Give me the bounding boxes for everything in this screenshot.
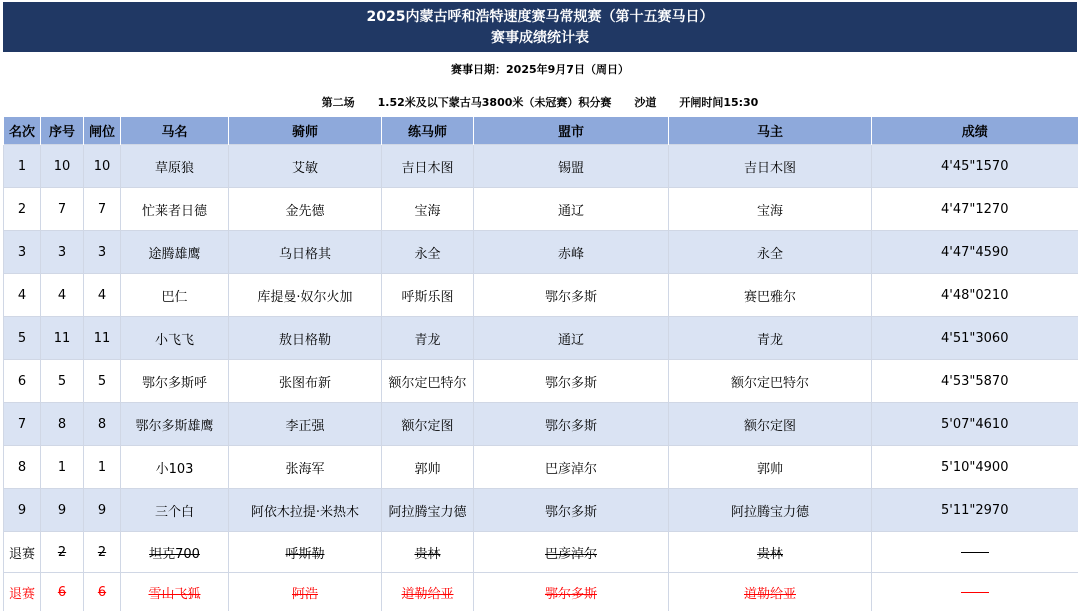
cell-time bbox=[872, 532, 1078, 573]
cell-league: 通辽 bbox=[474, 188, 669, 231]
cell-rank: 8 bbox=[4, 446, 41, 489]
cell-league: 巴彦淖尔 bbox=[474, 532, 669, 573]
cell-trainer: 青龙 bbox=[382, 317, 474, 360]
cell-horse: 三个白 bbox=[121, 489, 229, 532]
cell-horse: 小103 bbox=[121, 446, 229, 489]
col-header-league: 盟市 bbox=[474, 117, 669, 145]
cell-jockey: 阿浩 bbox=[229, 573, 382, 611]
table-row bbox=[4, 489, 1078, 532]
cell-owner: 额尔定图 bbox=[669, 403, 872, 446]
cell-league: 鄂尔多斯 bbox=[474, 403, 669, 446]
table-row bbox=[4, 360, 1078, 403]
race-info: 第二场 1.52米及以下蒙古马3800米（未冠赛）积分赛 沙道 开闸时间15:30 bbox=[321, 96, 759, 109]
cell-gate: 2 bbox=[84, 532, 121, 573]
col-header-number: 序号 bbox=[41, 117, 84, 145]
cell-league: 通辽 bbox=[474, 317, 669, 360]
cell-league: 鄂尔多斯 bbox=[474, 489, 669, 532]
col-header-gate: 闸位 bbox=[84, 117, 121, 145]
cell-number: 1 bbox=[41, 446, 84, 489]
cell-owner: 阿拉腾宝力德 bbox=[669, 489, 872, 532]
cell-time: 4'53"5870 bbox=[872, 360, 1078, 403]
cell-rank: 3 bbox=[4, 231, 41, 274]
cell-trainer: 吉日木图 bbox=[382, 145, 474, 188]
cell-owner: 额尔定巴特尔 bbox=[669, 360, 872, 403]
cell-horse: 鄂尔多斯雄鹰 bbox=[121, 403, 229, 446]
cell-owner: 赛巴雅尔 bbox=[669, 274, 872, 317]
cell-horse: 巴仁 bbox=[121, 274, 229, 317]
cell-time: 4'47"1270 bbox=[872, 188, 1078, 231]
page-subtitle: 赛事成绩统计表 bbox=[491, 30, 589, 46]
cell-trainer: 呼斯乐图 bbox=[382, 274, 474, 317]
col-header-trainer: 练马师 bbox=[382, 117, 474, 145]
cell-gate: 9 bbox=[84, 489, 121, 532]
cell-jockey: 艾敏 bbox=[229, 145, 382, 188]
page-title: 2025内蒙古呼和浩特速度赛马常规赛（第十五赛马日） bbox=[366, 9, 714, 25]
cell-time: 4'47"4590 bbox=[872, 231, 1078, 274]
cell-rank: 退赛 bbox=[4, 532, 41, 573]
cell-trainer: 贵林 bbox=[382, 532, 474, 573]
header-row bbox=[4, 117, 1078, 145]
cell-horse: 鄂尔多斯呼 bbox=[121, 360, 229, 403]
cell-rank: 2 bbox=[4, 188, 41, 231]
cell-jockey: 呼斯勒 bbox=[229, 532, 382, 573]
cell-time: 4'45"1570 bbox=[872, 145, 1078, 188]
cell-league: 赤峰 bbox=[474, 231, 669, 274]
cell-owner: 道勒给亚 bbox=[669, 573, 872, 611]
cell-rank: 6 bbox=[4, 360, 41, 403]
title-banner bbox=[3, 2, 1077, 52]
cell-gate: 11 bbox=[84, 317, 121, 360]
cell-horse: 雪山飞狐 bbox=[121, 573, 229, 611]
scratched-row bbox=[4, 532, 1078, 573]
cell-time: 5'07"4610 bbox=[872, 403, 1078, 446]
table-row bbox=[4, 403, 1078, 446]
cell-gate: 3 bbox=[84, 231, 121, 274]
table-row bbox=[4, 274, 1078, 317]
cell-time: 4'48"0210 bbox=[872, 274, 1078, 317]
cell-rank: 5 bbox=[4, 317, 41, 360]
cell-jockey: 敖日格勒 bbox=[229, 317, 382, 360]
cell-number: 11 bbox=[41, 317, 84, 360]
cell-number: 8 bbox=[41, 403, 84, 446]
table-row bbox=[4, 231, 1078, 274]
cell-league: 鄂尔多斯 bbox=[474, 573, 669, 611]
cell-trainer: 宝海 bbox=[382, 188, 474, 231]
cell-owner: 宝海 bbox=[669, 188, 872, 231]
cell-gate: 6 bbox=[84, 573, 121, 611]
cell-horse: 坦克700 bbox=[121, 532, 229, 573]
cell-horse: 小飞飞 bbox=[121, 317, 229, 360]
cell-league: 锡盟 bbox=[474, 145, 669, 188]
cell-jockey: 张海军 bbox=[229, 446, 382, 489]
cell-gate: 7 bbox=[84, 188, 121, 231]
cell-jockey: 乌日格其 bbox=[229, 231, 382, 274]
cell-owner: 吉日木图 bbox=[669, 145, 872, 188]
table-row bbox=[4, 145, 1078, 188]
cell-league: 巴彦淖尔 bbox=[474, 446, 669, 489]
cell-number: 6 bbox=[41, 573, 84, 611]
results-table bbox=[3, 117, 1078, 611]
cell-number: 2 bbox=[41, 532, 84, 573]
cell-time: 5'10"4900 bbox=[872, 446, 1078, 489]
cell-jockey: 李正强 bbox=[229, 403, 382, 446]
cell-number: 9 bbox=[41, 489, 84, 532]
cell-rank: 9 bbox=[4, 489, 41, 532]
table-row bbox=[4, 446, 1078, 489]
scratched-row bbox=[4, 573, 1078, 611]
cell-jockey: 阿依木拉提·米热木 bbox=[229, 489, 382, 532]
cell-jockey: 金先德 bbox=[229, 188, 382, 231]
cell-rank: 退赛 bbox=[4, 573, 41, 611]
cell-league: 鄂尔多斯 bbox=[474, 274, 669, 317]
cell-time: 5'11"2970 bbox=[872, 489, 1078, 532]
col-header-owner: 马主 bbox=[669, 117, 872, 145]
cell-trainer: 额尔定图 bbox=[382, 403, 474, 446]
cell-gate: 5 bbox=[84, 360, 121, 403]
cell-horse: 途腾雄鹰 bbox=[121, 231, 229, 274]
cell-owner: 贵林 bbox=[669, 532, 872, 573]
no-time-dash bbox=[961, 592, 989, 593]
cell-trainer: 道勒给亚 bbox=[382, 573, 474, 611]
cell-number: 7 bbox=[41, 188, 84, 231]
cell-horse: 忙莱者日德 bbox=[121, 188, 229, 231]
cell-owner: 青龙 bbox=[669, 317, 872, 360]
cell-number: 5 bbox=[41, 360, 84, 403]
cell-trainer: 郭帅 bbox=[382, 446, 474, 489]
cell-jockey: 张图布新 bbox=[229, 360, 382, 403]
no-time-dash bbox=[961, 552, 989, 553]
cell-gate: 4 bbox=[84, 274, 121, 317]
cell-gate: 10 bbox=[84, 145, 121, 188]
cell-league: 鄂尔多斯 bbox=[474, 360, 669, 403]
cell-rank: 7 bbox=[4, 403, 41, 446]
cell-horse: 草原狼 bbox=[121, 145, 229, 188]
col-header-jockey: 骑师 bbox=[229, 117, 382, 145]
cell-jockey: 库提曼·奴尔火加 bbox=[229, 274, 382, 317]
cell-number: 4 bbox=[41, 274, 84, 317]
col-header-rank: 名次 bbox=[4, 117, 41, 145]
cell-gate: 1 bbox=[84, 446, 121, 489]
cell-rank: 4 bbox=[4, 274, 41, 317]
table-row bbox=[4, 317, 1078, 360]
cell-gate: 8 bbox=[84, 403, 121, 446]
cell-number: 3 bbox=[41, 231, 84, 274]
cell-trainer: 永全 bbox=[382, 231, 474, 274]
cell-time: 4'51"3060 bbox=[872, 317, 1078, 360]
cell-time bbox=[872, 573, 1078, 611]
col-header-time: 成绩 bbox=[872, 117, 1078, 145]
cell-owner: 郭帅 bbox=[669, 446, 872, 489]
race-date: 赛事日期：2025年9月7日（周日） bbox=[451, 63, 629, 76]
cell-trainer: 额尔定巴特尔 bbox=[382, 360, 474, 403]
cell-trainer: 阿拉腾宝力德 bbox=[382, 489, 474, 532]
cell-number: 10 bbox=[41, 145, 84, 188]
cell-rank: 1 bbox=[4, 145, 41, 188]
col-header-horse: 马名 bbox=[121, 117, 229, 145]
cell-owner: 永全 bbox=[669, 231, 872, 274]
table-row bbox=[4, 188, 1078, 231]
